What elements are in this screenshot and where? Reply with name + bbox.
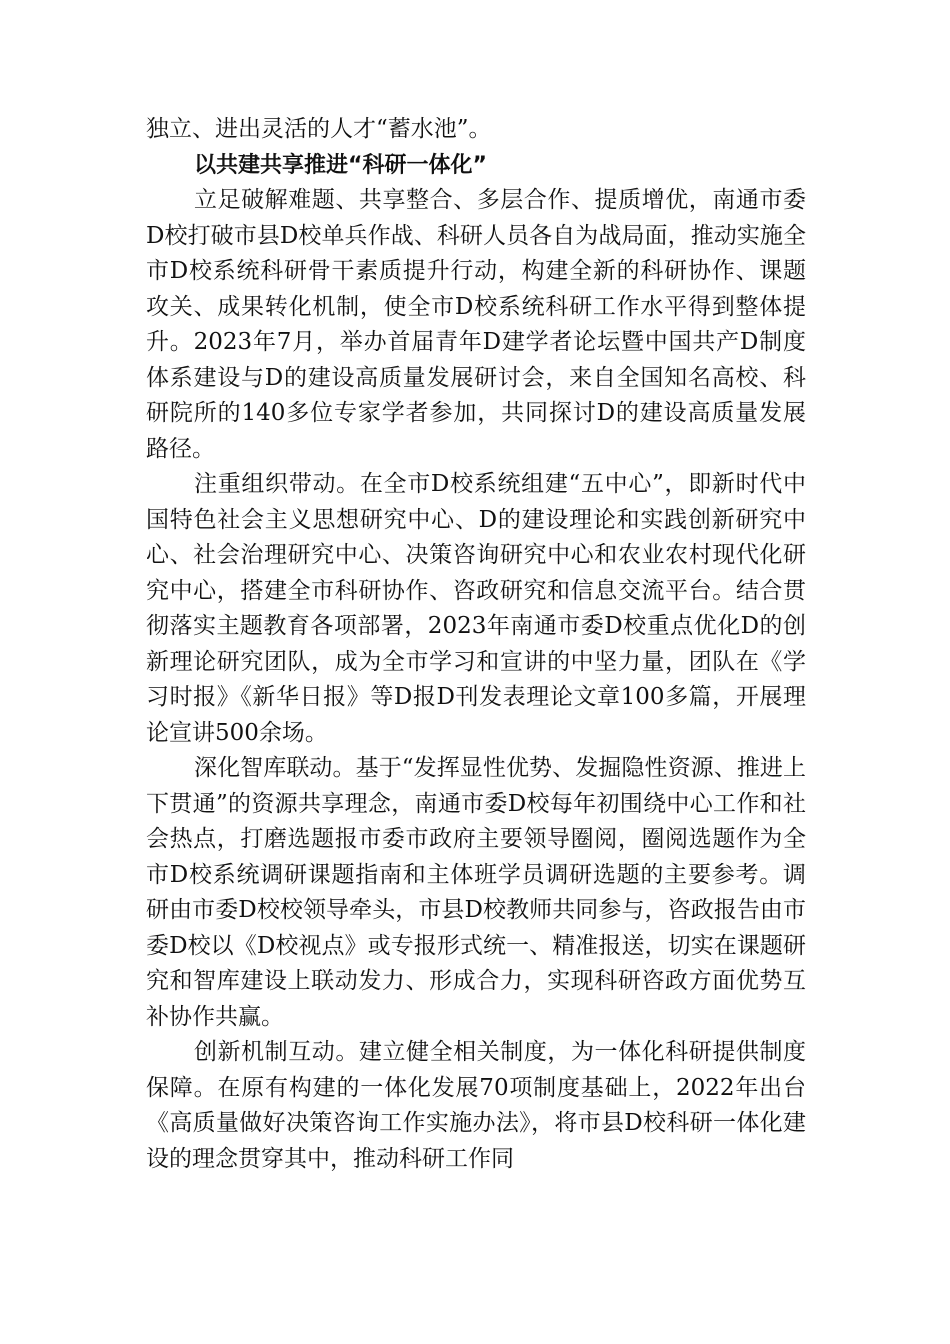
body-paragraph-3: 深化智库联动。基于“发挥显性优势、发掘隐性资源、推进上下贯通”的资源共享理念，南通市委D校每年初围绕中心工作和社会热点，打磨选题报市委市政府主要领导圈阅，圈阅选题作为全市D校系统调研课题指南和主体班学员调研选题的主要参考。调研由市委D校校领导牵头，市县D校教师共同参与，咨政报告由市委D校以《D校视点》或专报形式统一、精准报送，切实在课题研究和智库建设上联动发力、形成合力，实现科研咨政方面优势互补协作共赢。 bbox=[146, 755, 806, 1030]
continuation-paragraph: 独立、进出灵活的人才“蓄水池”。 bbox=[146, 116, 492, 142]
body-paragraph-4: 创新机制互动。建立健全相关制度，为一体化科研提供制度保障。在原有构建的一体化发展70项制度基础上，2022年出台《高质量做好决策咨询工作实施办法》，将市县D校科研一体化建设的理念贯穿其中，推动科研工作同 bbox=[146, 1039, 806, 1172]
document-page bbox=[146, 112, 806, 1177]
body-paragraph-2: 注重组织带动。在全市D校系统组建“五中心”，即新时代中国特色社会主义思想研究中心、D的建设理论和实践创新研究中心、社会治理研究中心、决策咨询研究中心和农业农村现代化研究中心，搭建全市科研协作、咨政研究和信息交流平台。结合贯彻落实主题教育各项部署，2023年南通市委D校重点优化D的创新理论研究团队，成为全市学习和宣讲的中坚力量，团队在《学习时报》《新华日报》等D报D刊发表理论文章100多篇，开展理论宣讲500余场。 bbox=[146, 471, 806, 746]
body-paragraph-1: 立足破解难题、共享整合、多层合作、提质增优，南通市委D校打破市县D校单兵作战、科研人员各自为战局面，推动实施全市D校系统科研骨干素质提升行动，构建全新的科研协作、课题攻关、成果转化机制，使全市D校系统科研工作水平得到整体提升。2023年7月，举办首届青年D建学者论坛暨中国共产D制度体系建设与D的建设高质量发展研讨会，来自全国知名高校、科研院所的140多位专家学者参加，共同探讨D的建设高质量发展路径。 bbox=[146, 187, 806, 462]
section-heading: 以共建共享推进“科研一体化” bbox=[194, 152, 487, 178]
